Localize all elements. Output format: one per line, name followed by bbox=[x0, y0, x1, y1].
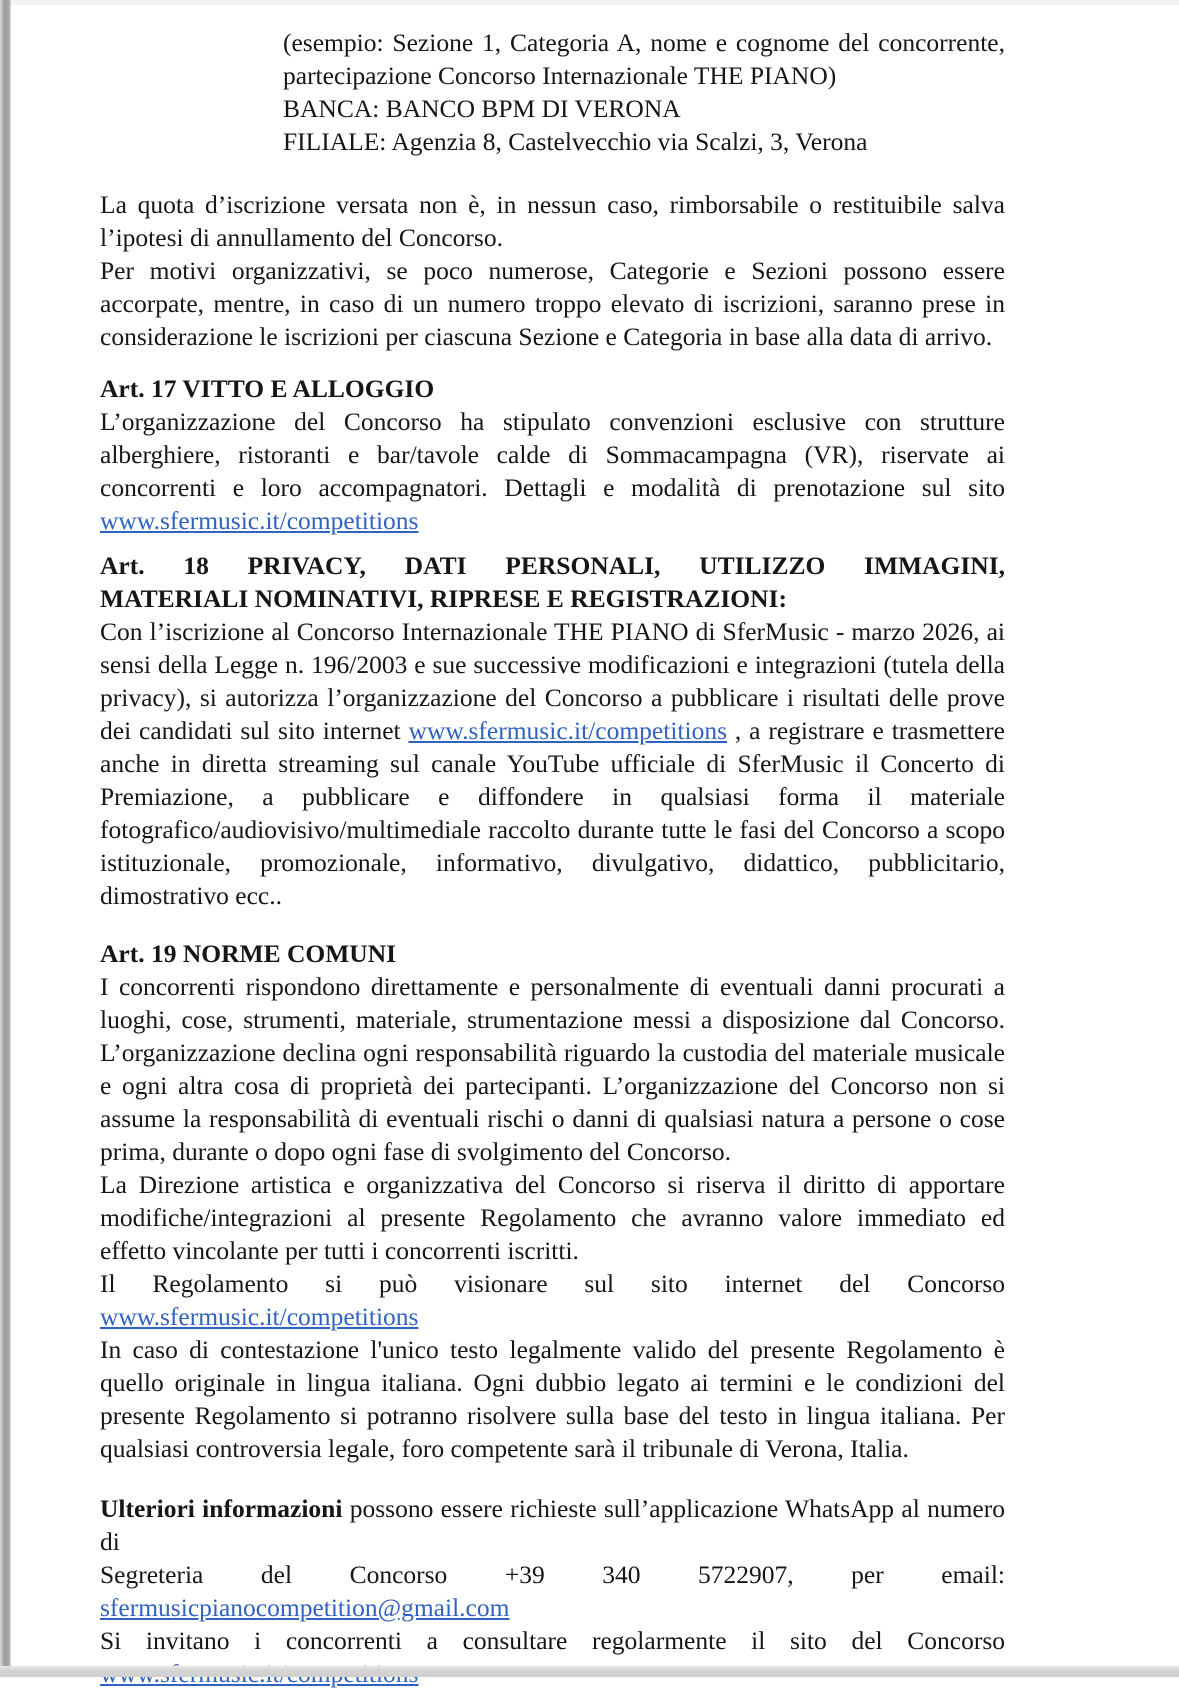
ulteriori-informazioni-label: Ulteriori informazioni bbox=[100, 1494, 343, 1523]
art18-body-text-1: Con l’iscrizione al Concorso Internazionale THE PIANO di SferMusic - marzo 2026, ai sensi della Legge n. 196/2003 e sue successive modificazioni e integrazioni (tutela della privacy), si autorizza l’organizzazione del Concorso a pubblicare i risultati delle prove dei candidati sul sito internet bbox=[100, 617, 1005, 745]
para-quota-iscrizione: La quota d’iscrizione versata non è, in nessun caso, rimborsabile o restituibile salva l’ipotesi di annullamento del Concorso. bbox=[100, 190, 1005, 252]
section-art18 bbox=[100, 549, 1005, 912]
art18-body bbox=[100, 615, 1005, 912]
bank-details-block bbox=[283, 26, 1005, 158]
art17-body bbox=[100, 405, 1005, 537]
banca-line: BANCA: BANCO BPM DI VERONA bbox=[283, 94, 681, 123]
filiale-line: FILIALE: Agenzia 8, Castelvecchio via Scalzi, 3, Verona bbox=[283, 127, 868, 156]
contact-email-line bbox=[100, 1591, 1005, 1624]
contact-line1 bbox=[100, 1492, 1005, 1558]
art19-para-contestazione: In caso di contestazione l'unico testo legalmente valido del presente Regolamento è quello originale in lingua italiana. Ogni dubbio legato ai termini e le condizioni del presente Regolamento si potranno risolvere sulla base del testo in lingua italiana. Per qualsiasi controversia legale, foro competente sarà il tribunale di Verona, Italia. bbox=[100, 1335, 1005, 1463]
art19-competitions-link[interactable]: www.sfermusic.it/competitions bbox=[100, 1302, 419, 1331]
art17-body-text: L’organizzazione del Concorso ha stipulato convenzioni esclusive con strutture alberghiere, ristoranti e bar/tavole calde di Sommacampagna (VR), riservate ai concorrenti e loro accompagnatori. Dettagli e modalità di prenotazione sul sito bbox=[100, 407, 1005, 502]
art19-para-regolamento-line: Il Regolamento si può visionare sul sito internet del Concorso bbox=[100, 1269, 1005, 1298]
art19-para-direzione: La Direzione artistica e organizzativa del Concorso si riserva il diritto di apportare modifiche/integrazioni al presente Regolamento che avranno valore immediato ed effetto vincolante per tutti i concorrenti iscritti. bbox=[100, 1170, 1005, 1265]
page-top-edge bbox=[11, 0, 1179, 5]
art19-regolamento-link-line bbox=[100, 1300, 1005, 1333]
contact-line2-phone: Segreteria del Concorso +39 340 5722907, per email: bbox=[100, 1560, 1005, 1589]
contact-line1-rest: possono essere richieste sull’applicazione WhatsApp al numero di bbox=[100, 1494, 1005, 1556]
section-art17 bbox=[100, 372, 1005, 537]
art19-para-responsabilita: L’organizzazione declina ogni responsabilità riguardo la custodia del materiale musicale e ogni altra cosa di proprietà dei partecipanti. L’organizzazione del Concorso non si assume la responsabilità di eventuali rischi o danni di qualsiasi natura a persone o cose prima, durante o dopo ogni fase di svolgimento del Concorso. bbox=[100, 1038, 1005, 1166]
section-art19 bbox=[100, 937, 1005, 1465]
page-bottom-edge bbox=[0, 1666, 1179, 1677]
page-left-edge bbox=[0, 0, 11, 1677]
art18-heading-line2: MATERIALI NOMINATIVI, RIPRESE E REGISTRAZIONI: bbox=[100, 584, 787, 613]
document-page bbox=[100, 26, 1005, 1690]
art17-heading: Art. 17 VITTO E ALLOGGIO bbox=[100, 374, 435, 403]
art17-competitions-link[interactable]: www.sfermusic.it/competitions bbox=[100, 506, 419, 535]
para-motivi-organizzativi: Per motivi organizzativi, se poco numerose, Categorie e Sezioni possono essere accorpate, mentre, in caso di un numero troppo elevato di iscrizioni, saranno prese in considerazione le iscrizioni per ciascuna Sezione e Categoria in base alla data di arrivo. bbox=[100, 256, 1005, 351]
art18-heading-line1: Art. 18 PRIVACY, DATI PERSONALI, UTILIZZO IMMAGINI, bbox=[100, 551, 1005, 580]
contact-info-block bbox=[100, 1492, 1005, 1690]
art18-competitions-link[interactable]: www.sfermusic.it/competitions bbox=[408, 716, 727, 745]
art19-heading: Art. 19 NORME COMUNI bbox=[100, 939, 397, 968]
esempio-text: (esempio: Sezione 1, Categoria A, nome e cognome del concorrente, partecipazione Concorso Internazionale THE PIANO) bbox=[283, 28, 1005, 90]
art18-body-text-2: , a registrare e trasmettere anche in diretta streaming sul canale YouTube ufficiale di SferMusic il Concerto di Premiazione, a pubblicare e diffondere in qualsiasi forma il materiale fotografico/audiovisivo/multimediale raccolto durante tutte le fasi del Concorso a scopo istituzionale, promozionale, informativo, divulgativo, didattico, pubblicitario, dimostrativo ecc.. bbox=[100, 716, 1005, 910]
email-link[interactable]: sfermusicpianocompetition@gmail.com bbox=[100, 1593, 510, 1622]
contact-line4: Si invitano i concorrenti a consultare regolarmente il sito del Concorso bbox=[100, 1626, 1005, 1655]
art19-para-danni: I concorrenti rispondono direttamente e personalmente di eventuali danni procurati a luoghi, cose, strumenti, materiale, strumentazione messi a disposizione dal Concorso. bbox=[100, 972, 1005, 1034]
